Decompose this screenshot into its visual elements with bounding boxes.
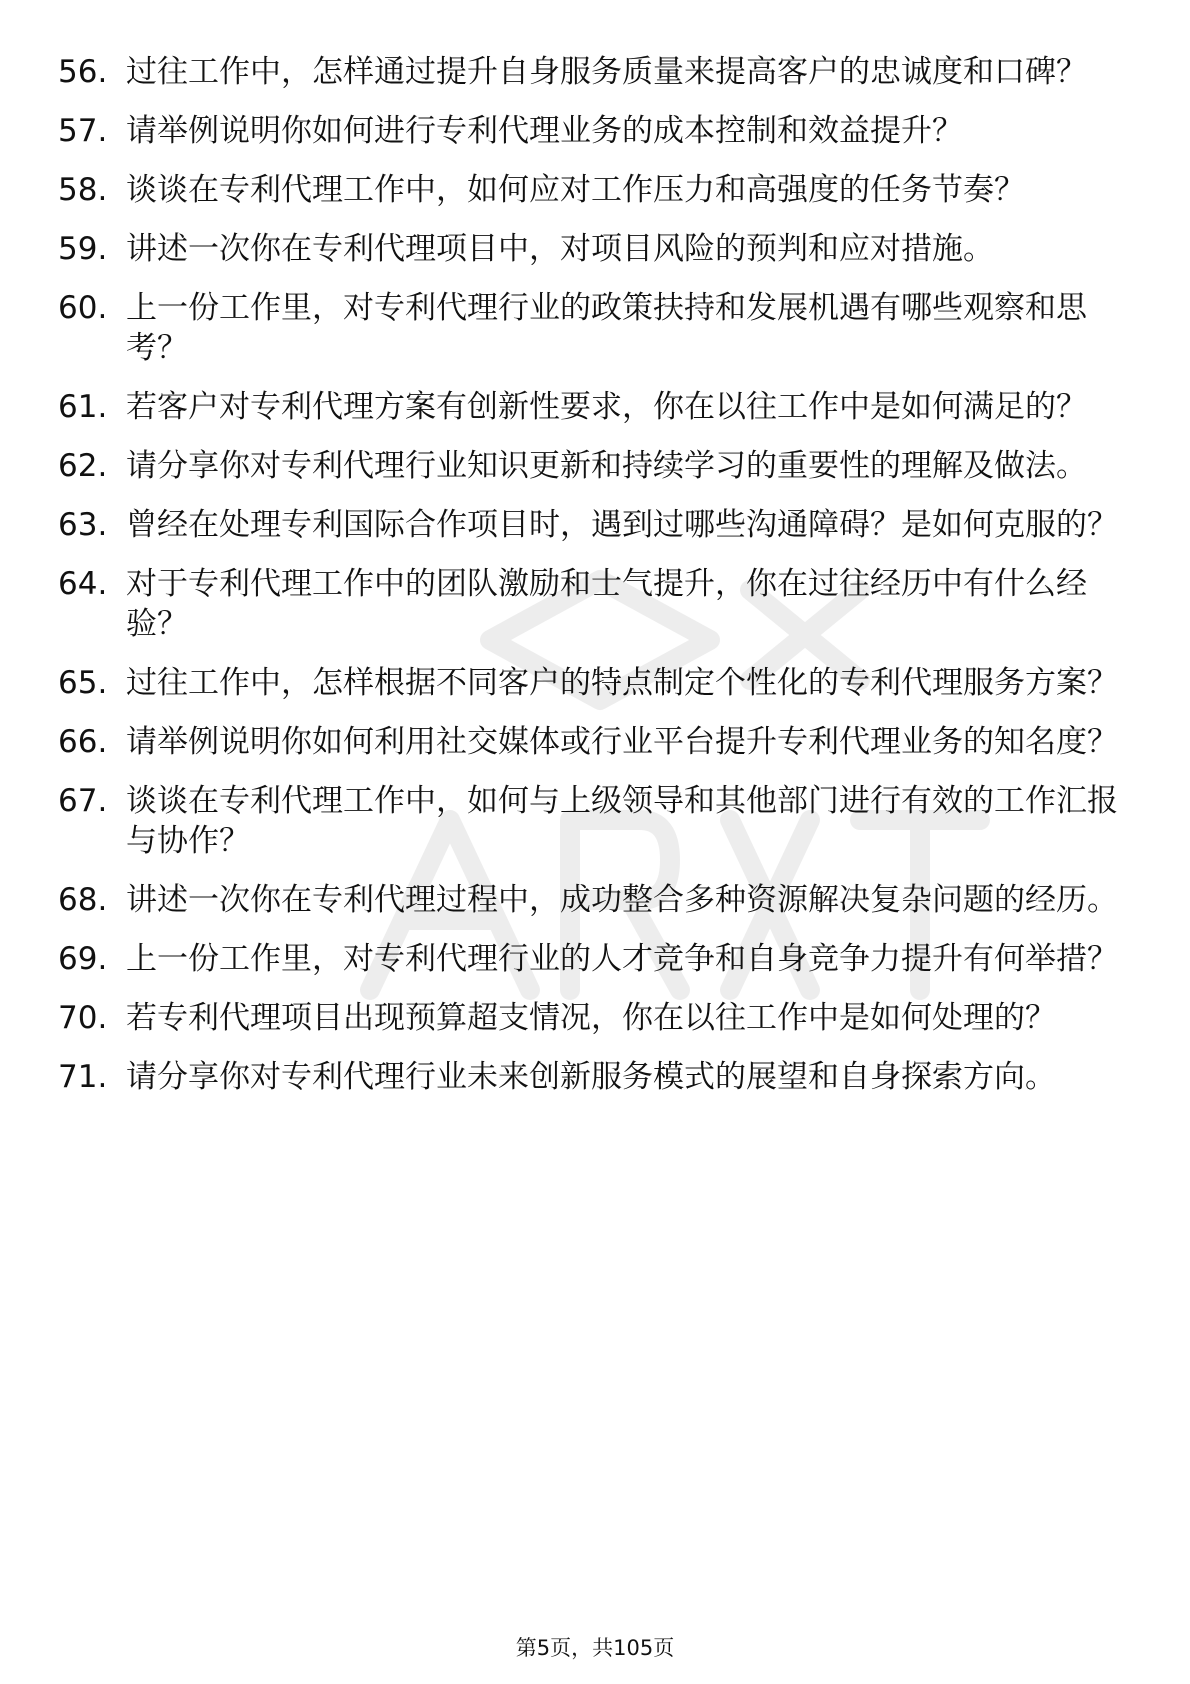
question-number: 59.	[58, 231, 108, 267]
question-number: 68.	[58, 882, 108, 918]
question-item	[58, 288, 1118, 368]
question-text: 请分享你对专利代理行业知识更新和持续学习的重要性的理解及做法。	[126, 448, 1087, 484]
question-item	[58, 170, 1118, 210]
question-number: 67.	[58, 783, 108, 819]
question-item	[58, 446, 1118, 486]
question-number: 61.	[58, 389, 108, 425]
question-text: 过往工作中，怎样通过提升自身服务质量来提高客户的忠诚度和口碑？	[126, 54, 1087, 90]
question-item	[58, 1057, 1118, 1097]
question-text: 谈谈在专利代理工作中，如何应对工作压力和高强度的任务节奏？	[126, 172, 1025, 208]
question-item	[58, 880, 1118, 920]
question-number: 64.	[58, 566, 108, 602]
question-item	[58, 722, 1118, 762]
question-list	[58, 52, 1118, 1116]
question-text: 过往工作中，怎样根据不同客户的特点制定个性化的专利代理服务方案？	[126, 665, 1118, 701]
page-footer: 第5页，共105页	[515, 1636, 675, 1660]
question-number: 70.	[58, 1000, 108, 1036]
question-item	[58, 387, 1118, 427]
question-number: 71.	[58, 1059, 108, 1095]
question-item	[58, 111, 1118, 151]
question-text: 曾经在处理专利国际合作项目时，遇到过哪些沟通障碍？是如何克服的？	[126, 507, 1118, 543]
question-item	[58, 939, 1118, 979]
question-text: 上一份工作里，对专利代理行业的政策扶持和发展机遇有哪些观察和思考？	[126, 290, 1087, 366]
question-number: 63.	[58, 507, 108, 543]
question-item	[58, 564, 1118, 644]
question-number: 58.	[58, 172, 108, 208]
question-text: 讲述一次你在专利代理项目中，对项目风险的预判和应对措施。	[126, 231, 994, 267]
question-number: 57.	[58, 113, 108, 149]
question-text: 若专利代理项目出现预算超支情况，你在以往工作中是如何处理的？	[126, 1000, 1056, 1036]
question-text: 讲述一次你在专利代理过程中，成功整合多种资源解决复杂问题的经历。	[126, 882, 1118, 918]
question-number: 69.	[58, 941, 108, 977]
question-text: 对于专利代理工作中的团队激励和士气提升，你在过往经历中有什么经验？	[126, 566, 1087, 642]
question-text: 谈谈在专利代理工作中，如何与上级领导和其他部门进行有效的工作汇报与协作？	[126, 783, 1118, 859]
question-text: 上一份工作里，对专利代理行业的人才竞争和自身竞争力提升有何举措？	[126, 941, 1118, 977]
question-item	[58, 52, 1118, 92]
question-text: 请举例说明你如何进行专利代理业务的成本控制和效益提升？	[126, 113, 963, 149]
question-item	[58, 505, 1118, 545]
question-number: 65.	[58, 665, 108, 701]
question-number: 56.	[58, 54, 108, 90]
question-item	[58, 229, 1118, 269]
question-item	[58, 663, 1118, 703]
question-item	[58, 998, 1118, 1038]
question-item	[58, 781, 1118, 861]
question-text: 请举例说明你如何利用社交媒体或行业平台提升专利代理业务的知名度？	[126, 724, 1118, 760]
question-number: 62.	[58, 448, 108, 484]
question-number: 66.	[58, 724, 108, 760]
question-text: 请分享你对专利代理行业未来创新服务模式的展望和自身探索方向。	[126, 1059, 1056, 1095]
question-text: 若客户对专利代理方案有创新性要求，你在以往工作中是如何满足的？	[126, 389, 1087, 425]
question-number: 60.	[58, 290, 108, 326]
